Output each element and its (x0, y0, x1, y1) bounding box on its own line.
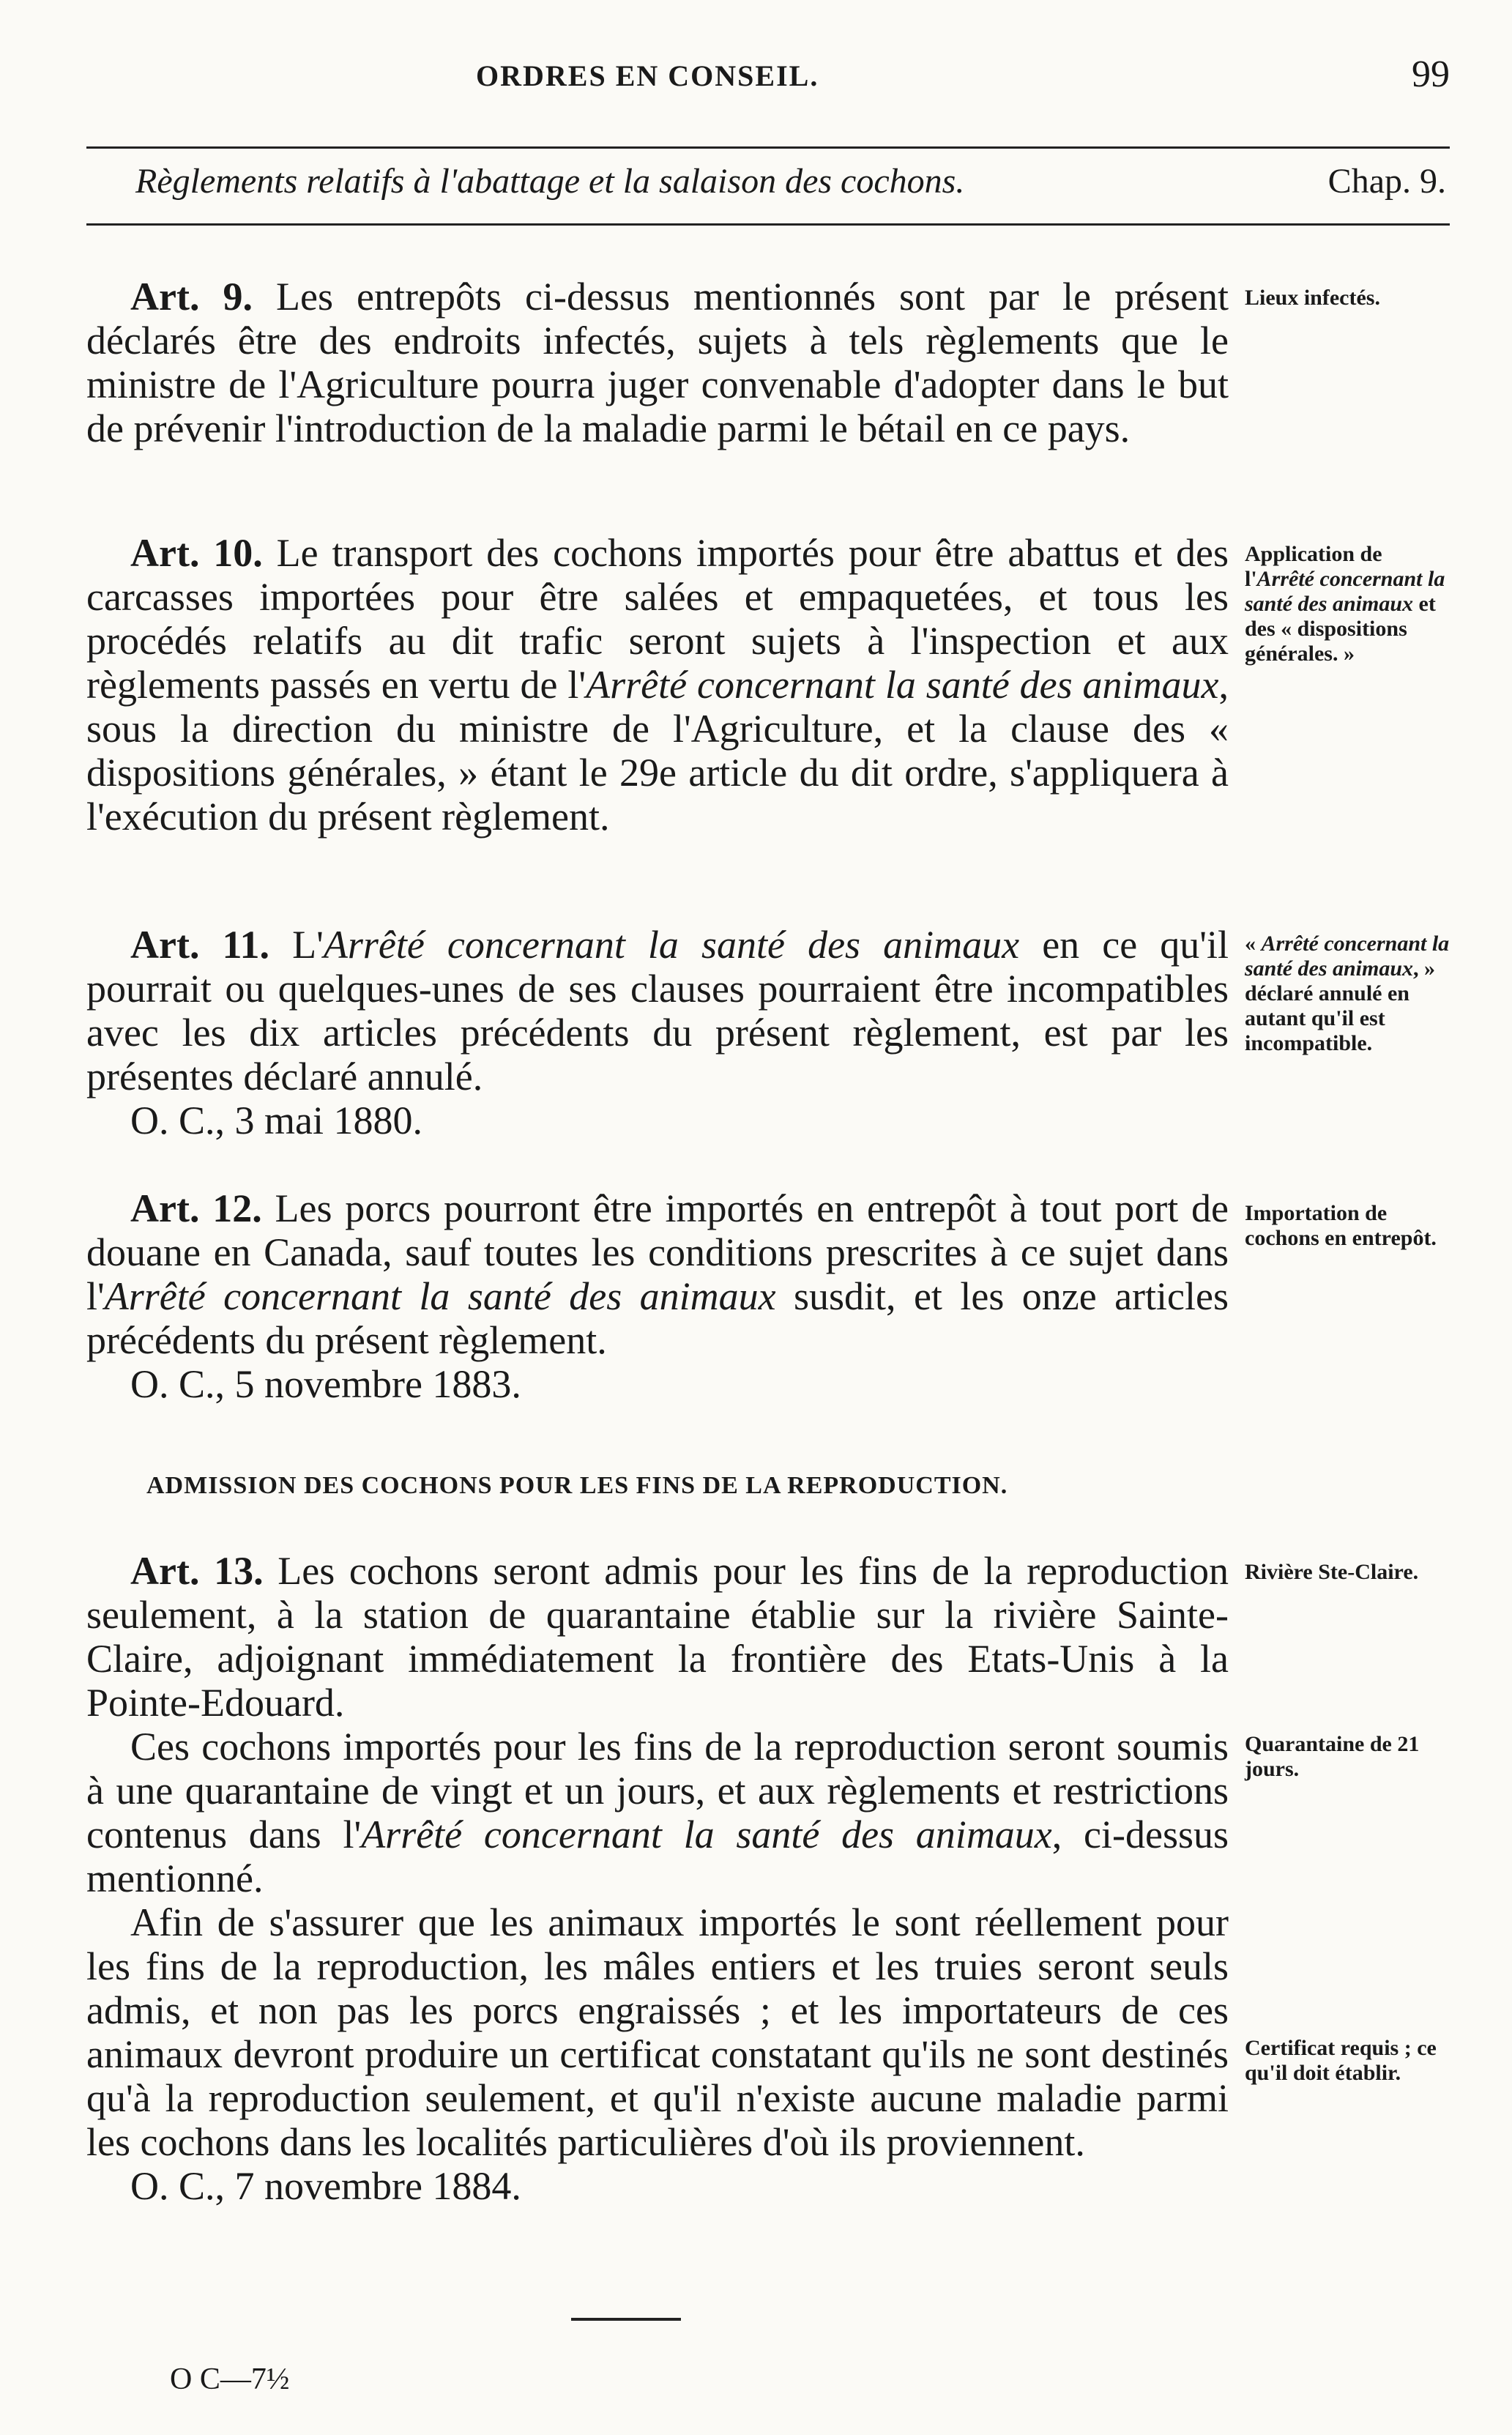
end-rule (571, 2318, 681, 2321)
margin-note-text: Application de l' (1245, 542, 1382, 591)
article-13 (86, 1549, 1229, 2208)
arrete-title: Arrêté concernant la santé des animaux (104, 1274, 776, 1318)
article-12 (86, 1186, 1229, 1406)
running-header (95, 53, 1450, 110)
arrete-title: Arrêté concernant la santé des animaux (323, 923, 1020, 967)
article-text: en ce qu'il pourrait ou quelques-unes de ses clauses pourraient être incompatibles avec les dix articles précédents du présent règlement, est par les présentes déclaré annulé. (86, 923, 1229, 1098)
arrete-title: Arrêté concernant la santé des animaux (361, 1813, 1052, 1856)
margin-note-11 (1245, 932, 1450, 1056)
section-heading: ADMISSION DES COCHONS POUR LES FINS DE LA REPRODUCTION. (146, 1472, 1008, 1499)
article-number: Art. 10. (130, 531, 263, 575)
margin-note-13a: Rivière Ste-Claire. (1245, 1560, 1419, 1584)
sub-header (135, 161, 1446, 212)
article-11 (86, 923, 1229, 1142)
arrete-title: Arrêté concernant la santé des animaux (586, 663, 1219, 707)
margin-note-12: Importation de cochons en entrepôt. (1245, 1201, 1437, 1250)
margin-note-italic: Arrêté concernant la santé des animaux (1245, 932, 1450, 981)
article-text: Le transport des cochons importés pour être abattus et des carcasses importées pour être salées et empaquetées, et tous les procédés relatifs au dit trafic seront sujets à l'inspection et aux règlements passés en vertu de l' (86, 531, 1229, 707)
running-title: ORDRES EN CONSEIL. (476, 59, 819, 92)
article-number: Art. 9. (130, 275, 253, 319)
article-text: Les cochons seront admis pour les fins de la reproduction seulement, à la station de quarantaine établie sur la rivière Sainte-Claire, adjoignant immédiatement la frontière des Etats-Unis à la Pointe-Edouard. (86, 1549, 1229, 1725)
order-date: O. C., 3 mai 1880. (130, 1098, 422, 1142)
order-date: O. C., 7 novembre 1884. (130, 2164, 521, 2208)
article-text: Les entrepôts ci-dessus mentionnés sont par le présent déclarés être des endroits infectés, sujets à tels règlements que le ministre de l'Agriculture pourra juger convenable d'adopter dans le but de prévenir l'introduction de la maladie parmi le bétail en ce pays. (86, 275, 1229, 450)
article-text: susdit, et les onze articles précédents du présent règlement. (86, 1274, 1229, 1362)
order-date: O. C., 5 novembre 1883. (130, 1362, 521, 1406)
article-text: Afin de s'assurer que les animaux importés le sont réellement pour les fins de la reproduction, les mâles entiers et les truies seront seuls admis, et non pas les porcs engraissés ; et les importateurs de ces animaux devront produire un certificat constatant qu'ils ne sont destinés qu'à la reproduction seulement, et qu'il n'existe aucune maladie parmi les cochons dans les localités particulières d'où ils proviennent. (86, 1900, 1229, 2164)
chapter-title: Règlements relatifs à l'abattage et la salaison des cochons. (135, 162, 965, 201)
header-rule (86, 146, 1450, 149)
margin-note-13c: Certificat requis ; ce qu'il doit établir. (1245, 2036, 1437, 2085)
article-9 (86, 275, 1229, 450)
article-text: , sous la direction du ministre de l'Agriculture, et la clause des « dispositions générales, » étant le 29e article du dit ordre, s'appliquera à l'exécution du présent règlement. (86, 663, 1229, 839)
article-number: Art. 11. (130, 923, 270, 967)
margin-note-13b: Quarantaine de 21 jours. (1245, 1732, 1420, 1781)
article-text: , ci-dessus mentionné. (86, 1813, 1229, 1900)
margin-note-text: et des « dispositions générales. » (1245, 592, 1436, 666)
margin-note-italic: Arrêté concernant la santé des animaux (1245, 567, 1445, 616)
page-number: 99 (1412, 53, 1450, 95)
margin-note-text: , » déclaré annulé en autant qu'il est incompatible. (1245, 956, 1436, 1055)
article-text: Les porcs pourront être importés en entrepôt à tout port de douane en Canada, sauf toutes les conditions prescrites à ce sujet dans l' (86, 1186, 1229, 1318)
article-10 (86, 531, 1229, 839)
article-text: Ces cochons importés pour les fins de la reproduction seront soumis à une quarantaine de vingt et un jours, et aux règlements et restrictions contenus dans l' (86, 1725, 1229, 1856)
article-number: Art. 13. (130, 1549, 264, 1593)
article-number: Art. 12. (130, 1186, 262, 1230)
margin-note-10 (1245, 542, 1450, 666)
margin-note-9: Lieux infectés. (1245, 286, 1380, 310)
margin-note-text: « (1245, 932, 1262, 956)
subheader-rule (86, 223, 1450, 226)
footer-signature: O C—7½ (170, 2362, 290, 2396)
article-text: L' (292, 923, 324, 967)
chapter-number: Chap. 9. (1327, 162, 1446, 201)
